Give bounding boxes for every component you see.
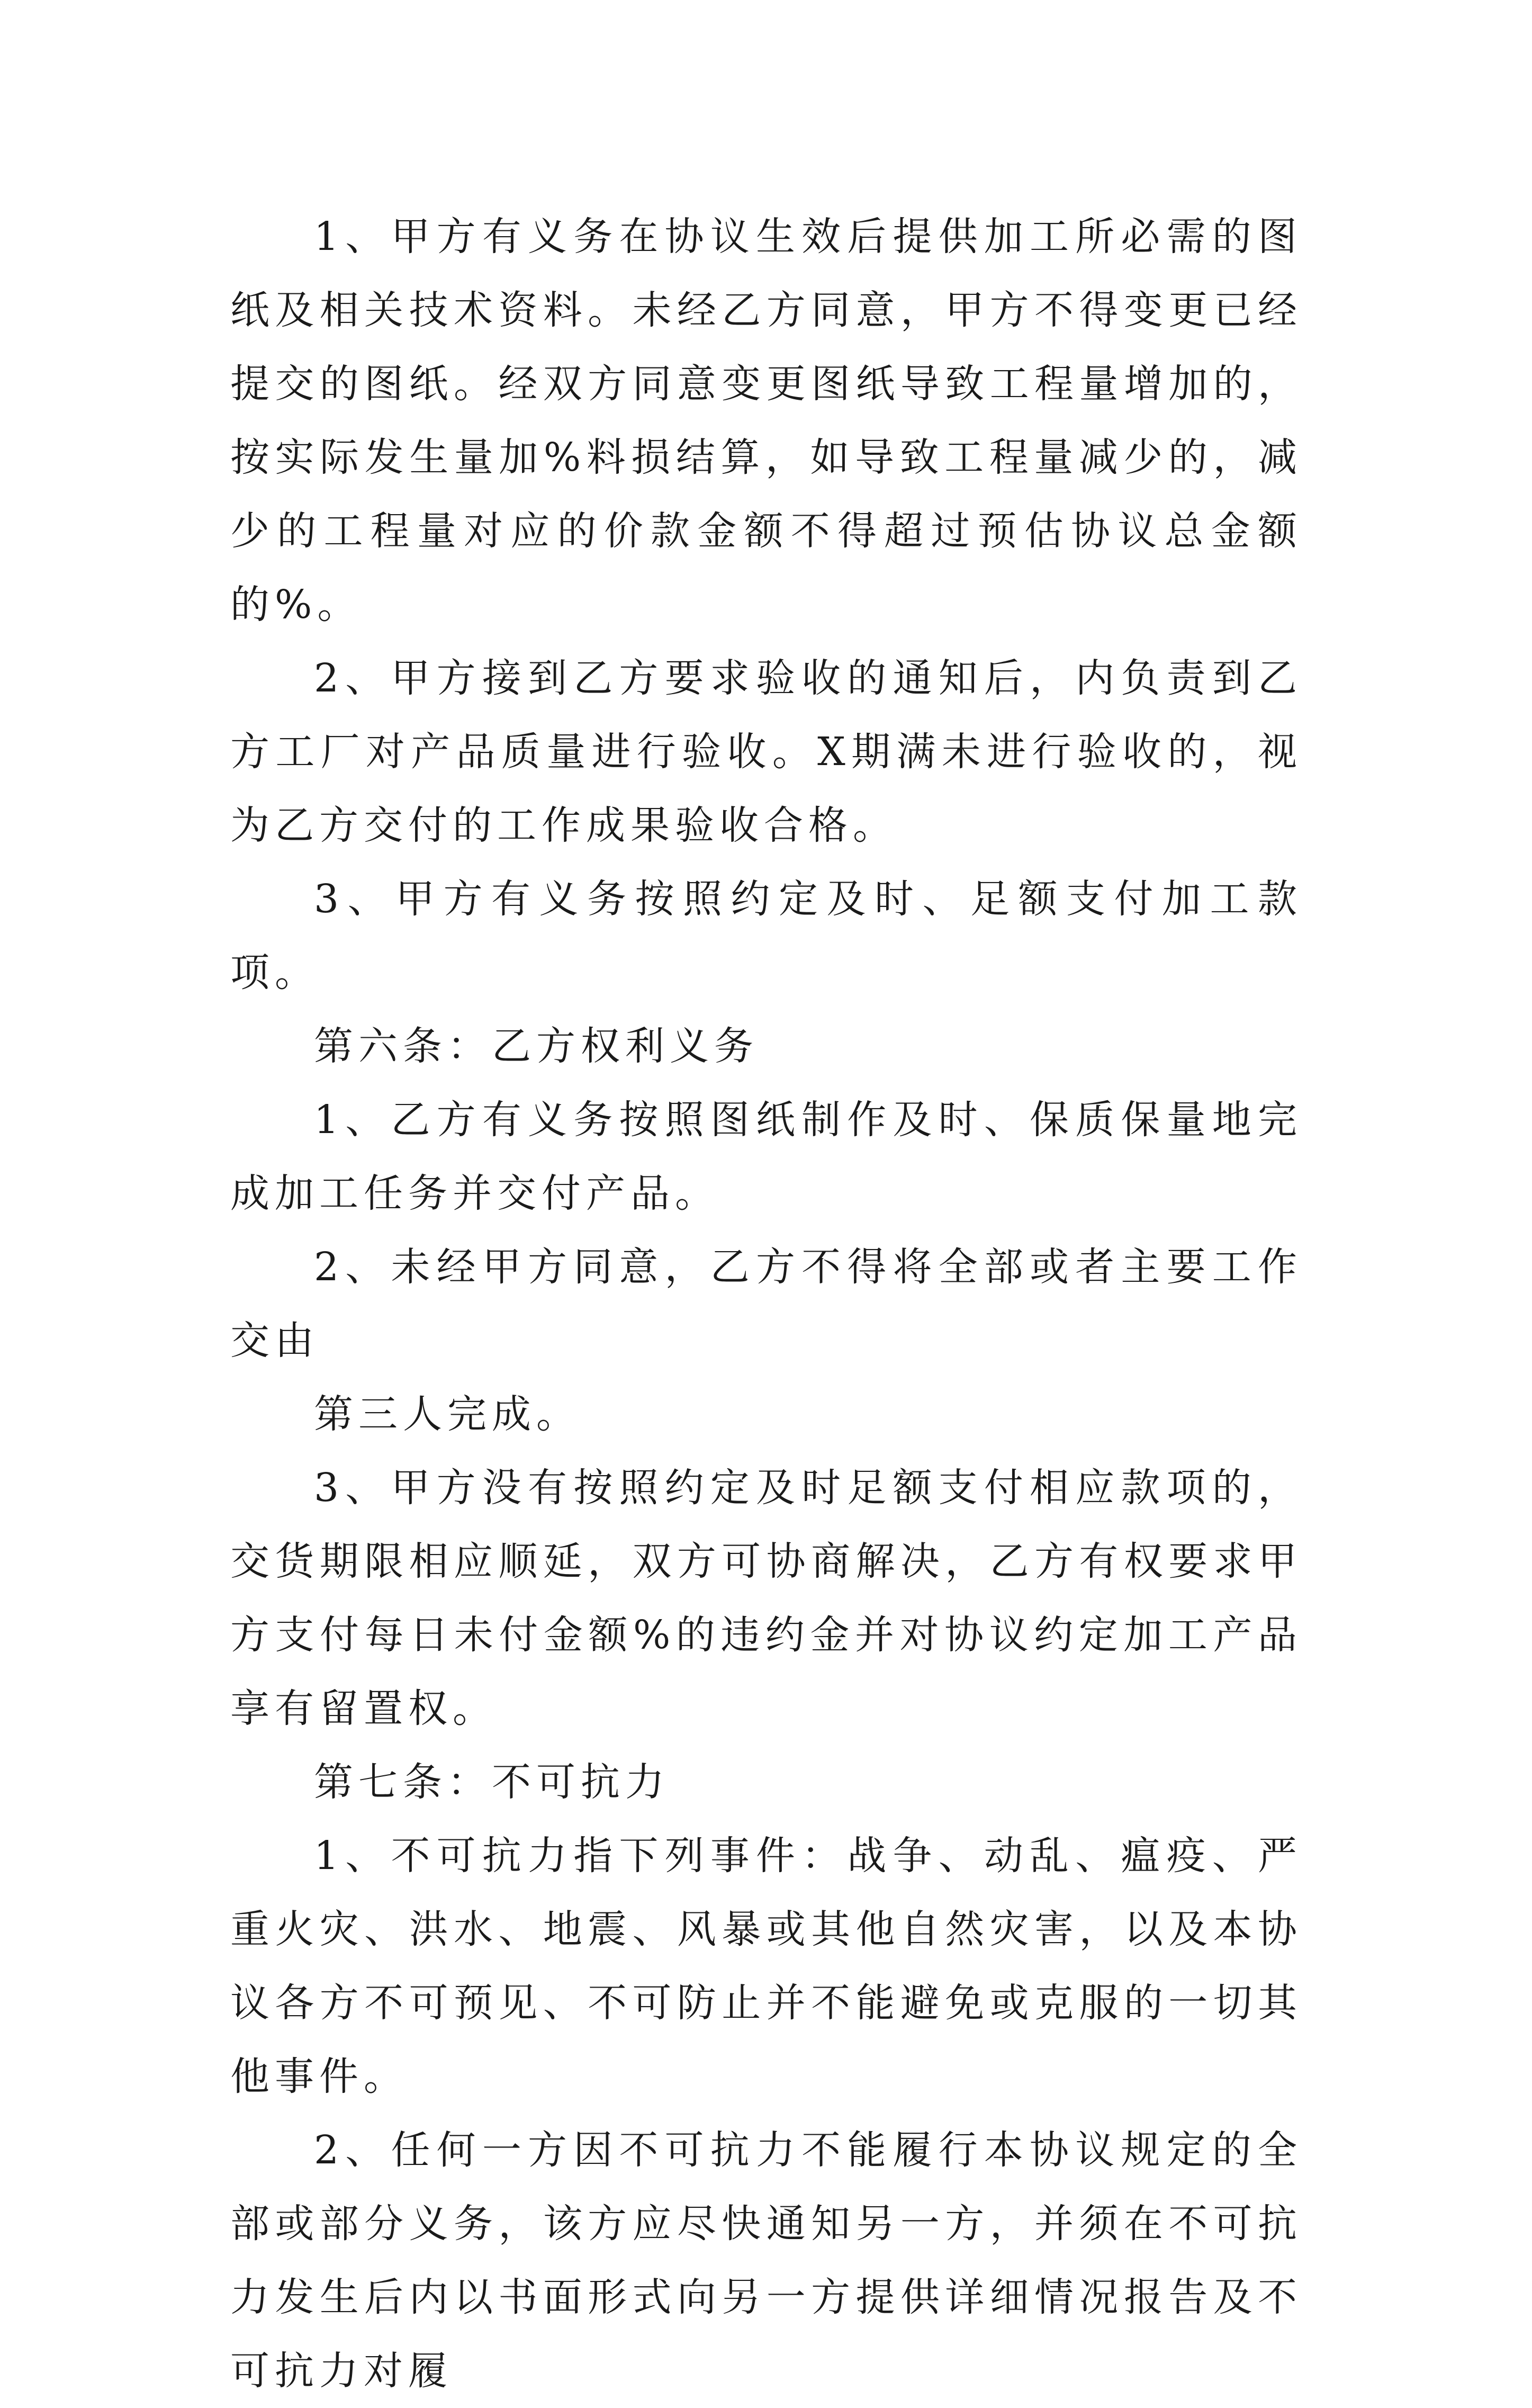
paragraph-clause-6-item-3: 3、甲方没有按照约定及时足额支付相应款项的，交货期限相应顺延，双方可协商解决，乙方有权要求甲方支付每日未付金额%的违约金并对协议约定加工产品享有留置权。 xyxy=(230,1465,1302,1731)
paragraph-clause-6-item-1: 1、乙方有义务按照图纸制作及时、保质保量地完成加工任务并交付产品。 xyxy=(230,1097,1302,1216)
paragraph-clause-6-item-2: 2、未经甲方同意，乙方不得将全部或者主要工作交由 xyxy=(230,1244,1302,1363)
clause-6-heading: 第六条：乙方权利义务 xyxy=(314,1023,759,1069)
paragraph-clause-5-item-1: 1、甲方有义务在协议生效后提供加工所必需的图纸及相关技术资料。未经乙方同意，甲方不得变更已经提交的图纸。经双方同意变更图纸导致工程量增加的，按实际发生量加%料损结算，如导致工程量减少的，减少的工程量对应的价款金额不得超过预估协议总金额的%。 xyxy=(230,214,1302,627)
clause-7-heading: 第七条：不可抗力 xyxy=(314,1759,670,1805)
paragraph-clause-7-item-1: 1、不可抗力指下列事件：战争、动乱、瘟疫、严重火灾、洪水、地震、风暴或其他自然灾害，以及本协议各方不可预见、不可防止并不能避免或克服的一切其他事件。 xyxy=(230,1833,1302,2099)
paragraph-clause-7-item-2: 2、任何一方因不可抗力不能履行本协议规定的全部或部分义务，该方应尽快通知另一方，并须在不可抗力发生后内以书面形式向另一方提供详细情况报告及不可抗力对履 xyxy=(230,2127,1302,2394)
paragraph-clause-5-item-3: 3、甲方有义务按照约定及时、足额支付加工款项。 xyxy=(230,876,1302,995)
paragraph-clause-5-item-2: 2、甲方接到乙方要求验收的通知后，内负责到乙方工厂对产品质量进行验收。X期满未进行验收的，视为乙方交付的工作成果验收合格。 xyxy=(230,655,1302,848)
document-body xyxy=(230,200,1302,2408)
paragraph-clause-6-item-2-continued: 第三人完成。 xyxy=(314,1391,581,1437)
